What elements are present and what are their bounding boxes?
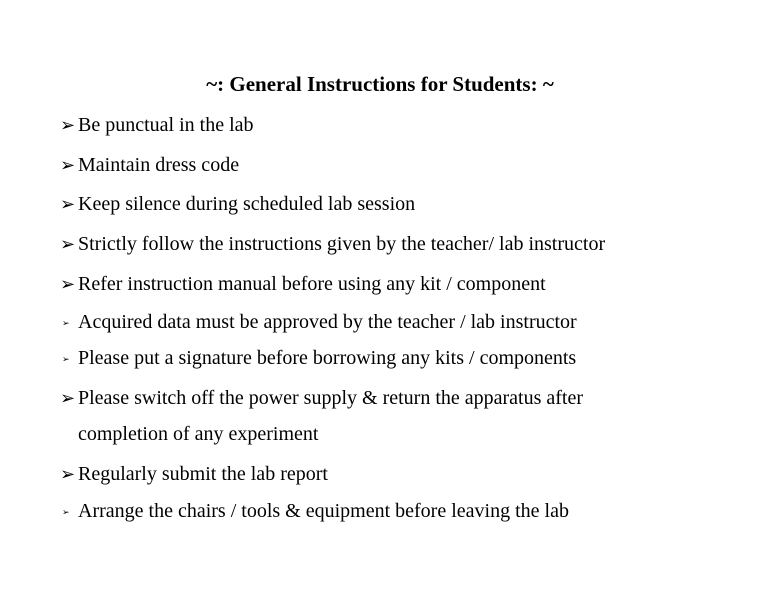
list-item-text: Strictly follow the instructions given by the teacher/ lab instructor [78, 233, 606, 255]
list-item-continuation: completion of any experiment [78, 423, 319, 445]
list-item [60, 462, 328, 486]
arrow-bullet-icon: ➢ [60, 234, 76, 254]
list-item-text: Be punctual in the lab [78, 114, 254, 136]
list-item [60, 153, 239, 177]
list-item-text: Arrange the chairs / tools & equipment before leaving the lab [78, 500, 569, 522]
list-item-text: Refer instruction manual before using any kit / component [78, 273, 546, 295]
arrow-bullet-icon: ➢ [60, 194, 76, 214]
page-title: ~: General Instructions for Students: ~ [206, 72, 554, 96]
arrow-bullet-icon: ➢ [60, 115, 76, 135]
list-item [60, 346, 576, 371]
list-item [60, 113, 254, 137]
list-item-text: Maintain dress code [78, 154, 240, 176]
small-arrow-bullet-icon: ➢ [62, 354, 70, 364]
arrow-bullet-icon: ➢ [60, 274, 76, 294]
list-item [60, 386, 583, 410]
arrow-bullet-icon: ➢ [60, 388, 76, 408]
list-item-text: Regularly submit the lab report [78, 463, 328, 485]
list-item [60, 232, 605, 256]
list-item-text: Keep silence during scheduled lab session [78, 193, 416, 215]
list-item [60, 499, 569, 524]
arrow-bullet-icon: ➢ [60, 155, 76, 175]
list-item-text: Acquired data must be approved by the teacher / lab instructor [78, 311, 577, 333]
list-item [60, 310, 577, 335]
list-item [60, 192, 415, 216]
arrow-bullet-icon: ➢ [60, 464, 76, 484]
small-arrow-bullet-icon: ➢ [62, 318, 70, 328]
list-item-text: Please put a signature before borrowing any kits / components [78, 347, 577, 369]
list-item-text: Please switch off the power supply & return the apparatus after [78, 387, 584, 409]
list-item [60, 272, 546, 296]
small-arrow-bullet-icon: ➢ [62, 507, 70, 517]
